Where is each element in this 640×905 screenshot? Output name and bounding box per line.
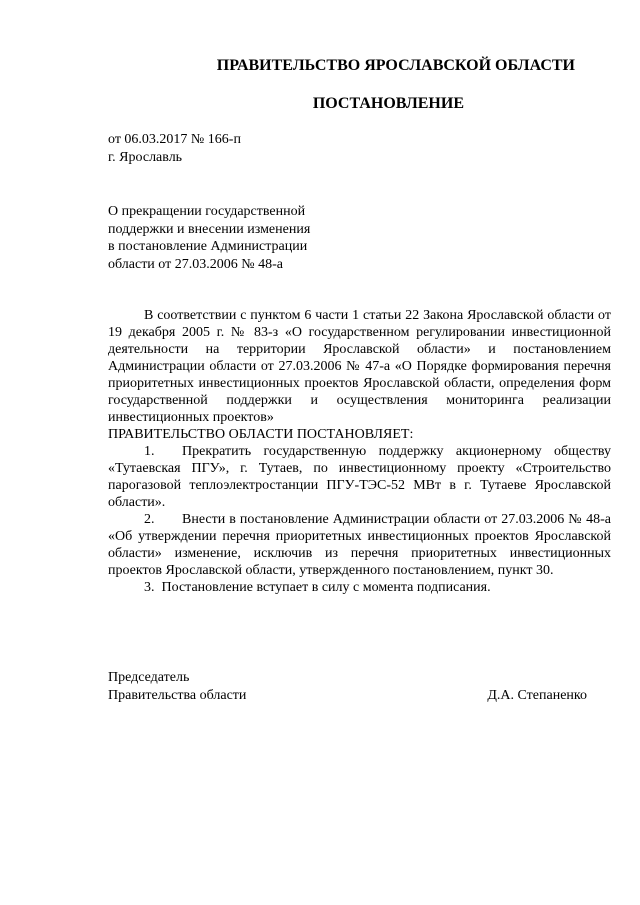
subject-line: в постановление Администрации [108, 239, 308, 254]
preamble-paragraph: В соответствии с пунктом 6 части 1 статьи 22 Закона Ярославской области от 19 декабря 2005 г. № 83-з «О государственном регулировании инвестиционной деятельности на территории Ярославской области» и постановлением Администрации области от 27.03.2006 № 47-а «О Порядке формирования перечня приоритетных инвестиционных проектов Ярославской области, определения форм государственной поддержки и осуществления мониторинга реализации инвестиционных проектов» [108, 308, 611, 425]
document-subject [108, 203, 310, 273]
signature-block [108, 669, 611, 705]
resolution-item [108, 579, 611, 596]
subject-line: поддержки и внесении изменения [108, 221, 311, 237]
subject-line: О прекращении государственной [108, 204, 306, 219]
organization-title: ПРАВИТЕЛЬСТВО ЯРОСЛАВСКОЙ ОБЛАСТИ [216, 57, 575, 74]
subject-line: области от 27.03.2006 № 48-а [108, 256, 283, 272]
item-number: 3. [144, 580, 155, 595]
resolution-item [108, 511, 611, 579]
item-number: 1. [144, 444, 155, 459]
signatory-title-line2: Правительства области [108, 688, 247, 703]
date-number: от 06.03.2017 № 166-п [108, 132, 241, 147]
place: г. Ярославль [108, 150, 183, 165]
signature-row [108, 687, 611, 705]
item-text: Прекратить государственную поддержку акционерному обществу «Тутаевская ПГУ», г. Тутаев, по инвестиционному проекту «Строительство парогазовой теплоэлектростанции ПГУ-ТЭС-52 МВт в г. Тутаеве Ярославской области». [108, 444, 611, 510]
signatory-title-line1: Председатель [108, 670, 190, 685]
resolves-line: ПРАВИТЕЛЬСТВО ОБЛАСТИ ПОСТАНОВЛЯЕТ: [108, 427, 414, 442]
resolution-item [108, 443, 611, 511]
document-body [108, 307, 611, 596]
document-meta [108, 131, 241, 167]
item-text: Постановление вступает в силу с момента подписания. [161, 580, 491, 595]
document-type-title: ПОСТАНОВЛЕНИЕ [312, 95, 464, 112]
item-number: 2. [144, 512, 155, 527]
item-text: Внести в постановление Администрации области от 27.03.2006 № 48-а «Об утверждении перечня приоритетных инвестиционных проектов Ярославской области» изменение, исключив из перечня приоритетных инвестиционных проектов Ярославской области, утвержденного постановлением, пункт 30. [108, 512, 611, 578]
signatory-name: Д.А. Степаненко [487, 688, 587, 703]
